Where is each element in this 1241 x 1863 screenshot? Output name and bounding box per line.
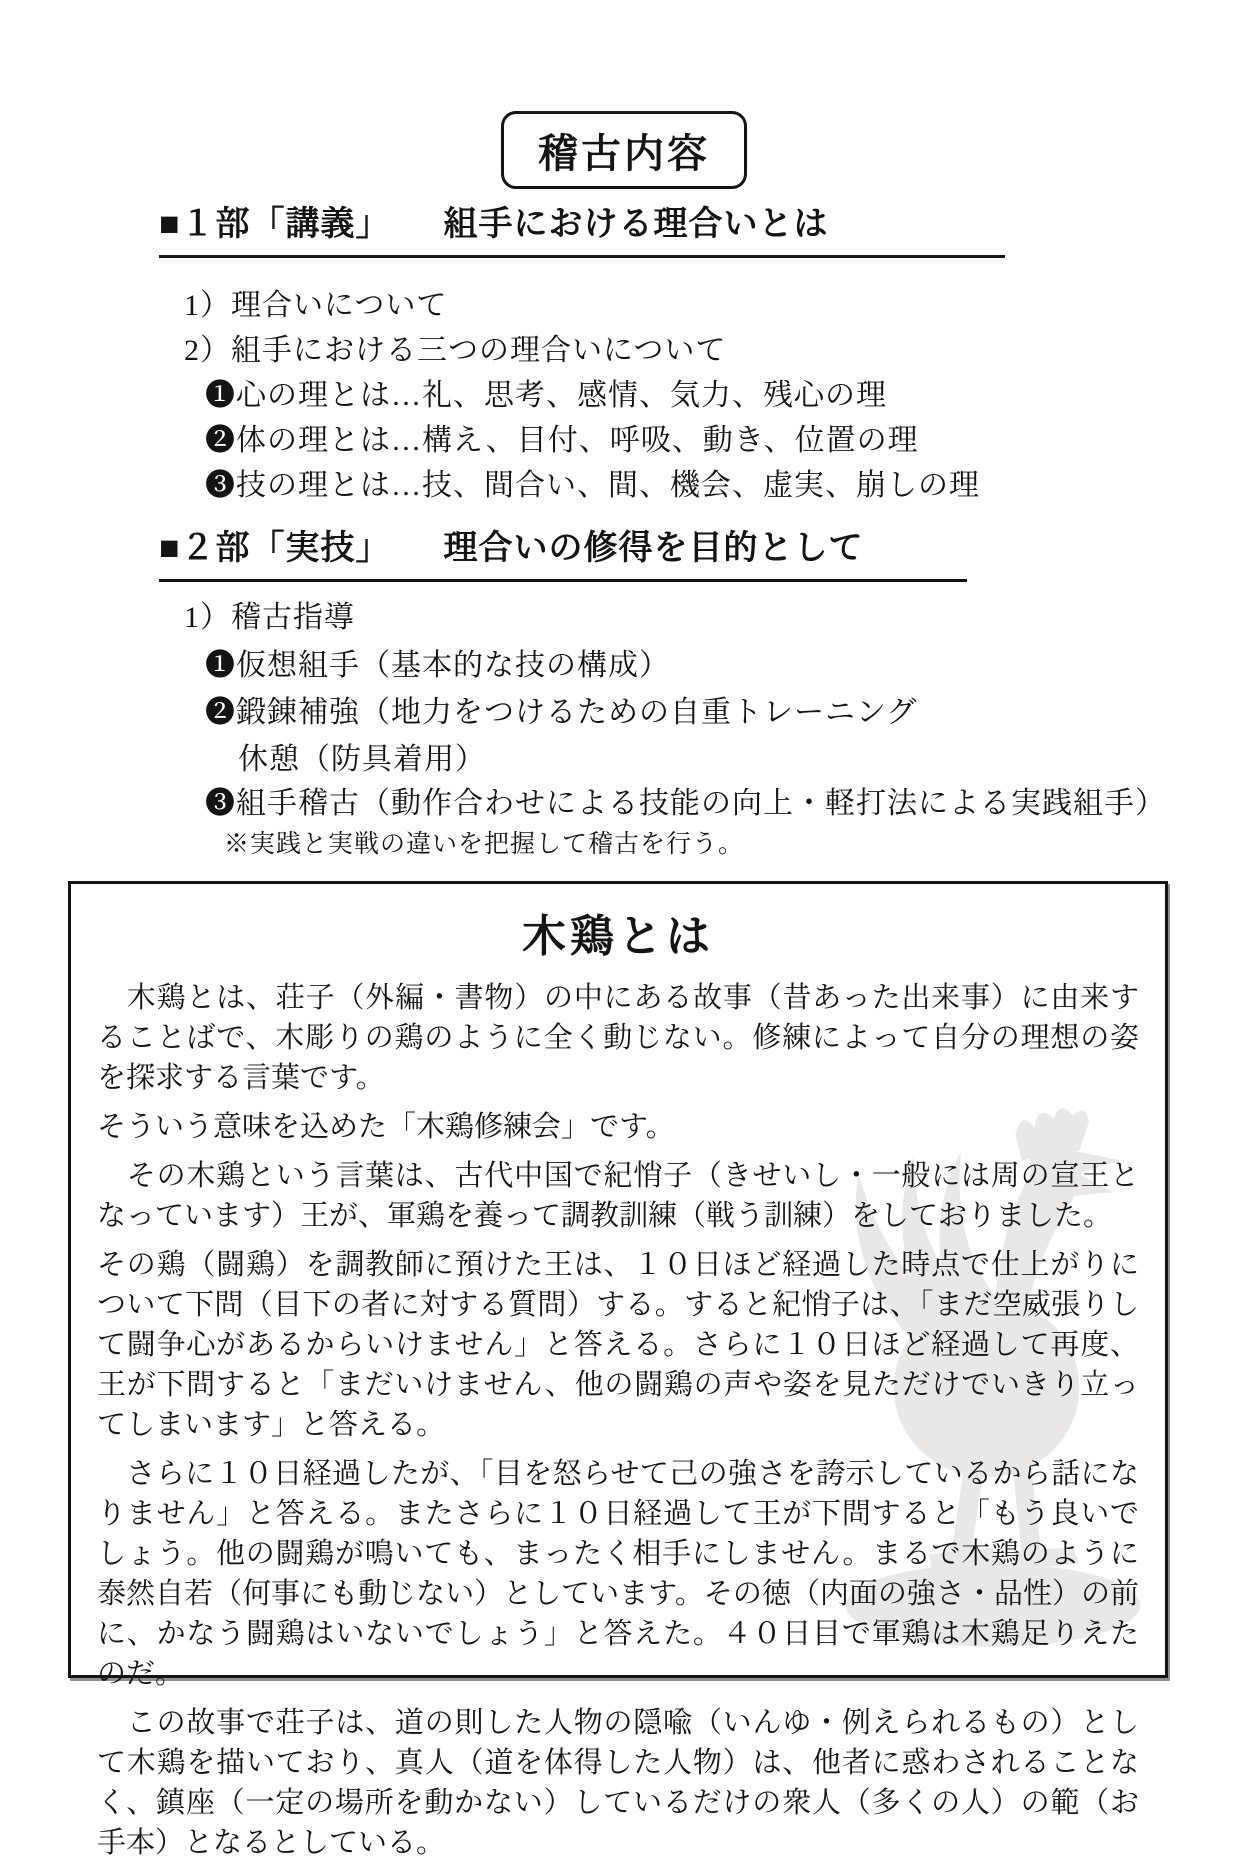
page-title: 稽古内容 <box>538 130 710 176</box>
section1-heading: ■１部「講義」 組手における理合いとは <box>159 196 1005 258</box>
mokkei-paragraph-3: その木鶏という言葉は、古代中国で紀悄子（きせいし・一般には周の宣王となっています）王が、軍鶏を養って調教訓練（戦う訓練）をしておりました。 <box>97 1160 1139 1232</box>
section1-item-1: 1）理合いについて <box>184 289 448 322</box>
section2-note: ※実践と実戦の違いを把握して稽古を行う。 <box>224 831 745 858</box>
section1-item-4: ❷体の理とは…構え、目付、呼吸、動き、位置の理 <box>205 424 919 457</box>
mokkei-paragraph-2: そういう意味を込めた「木鶏修練会」です。 <box>97 1111 675 1143</box>
mokkei-paragraph-4: その鶏（闘鶏）を調教師に預けた王は、１０日ほど経過した時点で仕上がりについて下問（目下の者に対する質問）する。すると紀悄子は、「まだ空威張りして闘争心があるからいけません」と答える。さらに１０日ほど経過して再度、王が下問すると「まだいけません、他の闘鶏の声や姿を見ただけでいきり立ってしまいます」と答える。 <box>97 1249 1139 1441</box>
section2-heading: ■２部「実技」 理合いの修得を目的として <box>159 520 967 582</box>
mokkei-box <box>68 881 1168 1859</box>
section2-item-4: 休憩（防具着用） <box>238 743 486 776</box>
section1-item-2: 2）組手における三つの理合いについて <box>184 334 727 367</box>
section2-item-5: ❸組手稽古（動作合わせによる技能の向上・軽打法による実践組手） <box>205 787 1166 820</box>
section2-item-3: ❷鍛錬補強（地力をつけるための自重トレーニング <box>205 696 918 729</box>
mokkei-paragraph-6: この故事で荘子は、道の則した人物の隠喩（いんゆ・例えられるもの）として木鶏を描いており、真人（道を体得した人物）は、他者に惑わされることなく、鎮座（一定の場所を動かない）しているだけの衆人（多くの人）の範（お手本）となるとしている。 <box>97 1707 1139 1859</box>
mokkei-paragraph-1: 木鶏とは、荘子（外編・書物）の中にある故事（昔あった出来事）に由来することばで、木彫りの鶏のように全く動じない。修練によって自分の理想の姿を探求する言葉です。 <box>97 982 1139 1094</box>
mokkei-box-title: 木鶏とは <box>522 912 714 961</box>
section2-item-1: 1）稽古指導 <box>184 601 355 634</box>
section1-item-3: ❶心の理とは…礼、思考、感情、気力、残心の理 <box>205 379 887 412</box>
section2-item-2: ❶仮想組手（基本的な技の構成） <box>205 649 670 682</box>
page-title-box <box>501 111 747 189</box>
mokkei-paragraph-5: さらに１０日経過したが、「目を怒らせて己の強さを誇示しているから話になりません」と答える。またさらに１０日経過して王が下問すると「もう良いでしょう。他の闘鶏が鳴いても、まったく相手にしません。まるで木鶏のように泰然自若（何事にも動じない）としています。その徳（内面の強さ・品性）の前に、かなう闘鶏はいないでしょう」と答えた。４０日目で軍鶏は木鶏足りえたのだ。 <box>97 1458 1139 1690</box>
section1-item-5: ❸技の理とは…技、間合い、間、機会、虚実、崩しの理 <box>205 469 980 502</box>
